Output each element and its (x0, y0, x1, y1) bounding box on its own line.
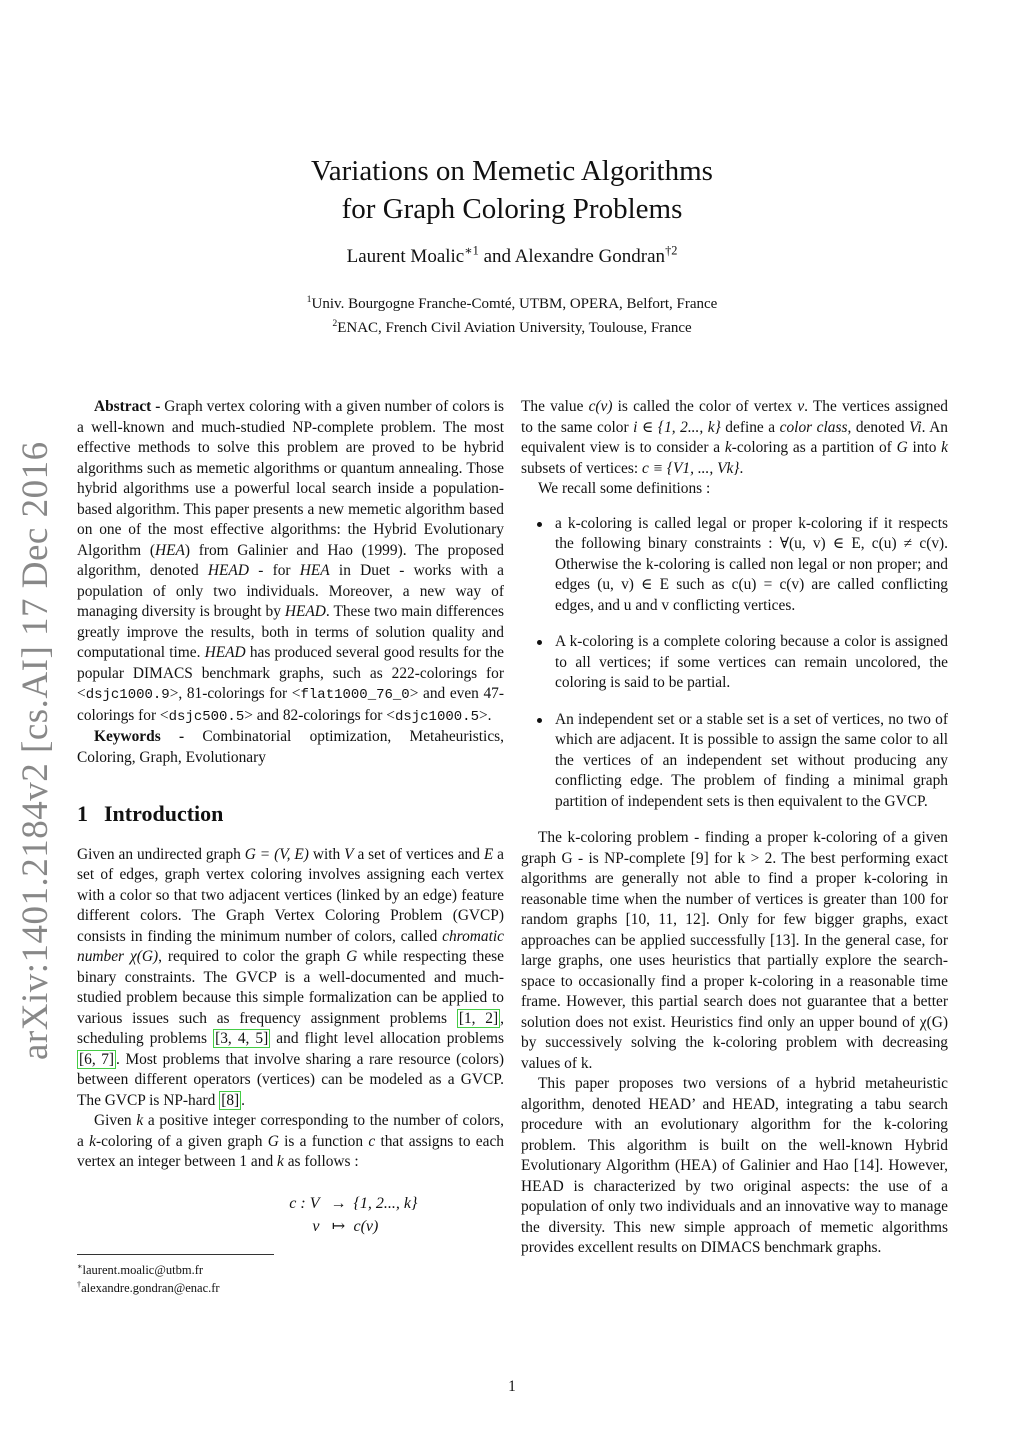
math: Vi (909, 418, 922, 436)
footnote-2 (77, 1279, 504, 1297)
footnote-1-mark: ∗ (77, 1261, 83, 1271)
math: i ∈ {1, 2..., k} (633, 418, 721, 436)
intro-text: , scheduling problems (77, 1009, 504, 1047)
math: G = (V, E) (244, 845, 309, 863)
math: k (277, 1153, 284, 1170)
footnote-2-mark: † (77, 1279, 82, 1289)
right-paragraph-2: We recall some definitions : (538, 480, 711, 497)
footnote-1 (77, 1261, 504, 1279)
intro-text: Given (94, 1112, 137, 1129)
intro-text: and flight level allocation problems (270, 1030, 504, 1047)
math: v (797, 398, 805, 415)
math: E (483, 845, 494, 863)
right-paragraph-4: This paper proposes two versions of a hybrid metaheuristic algorithm, denoted HEAD’ and HEAD, integrating a tabu search procedure with an evolutionary algorithm for the k-coloring problem. This algorithm is built on the well-known Hybrid Evolutionary Algorithm (HEA) of Galinier and Hao [14]. However, HEAD is characterized by two original aspects: the use of a population of only two individuals and an innovative way to manage the diversity. This new simple approach of memetic algorithms provides excellent results on DIMACS benchmark graphs. (521, 1075, 948, 1256)
intro-text: . (241, 1091, 246, 1109)
math: k (136, 1112, 144, 1129)
body-text: -coloring as a partition of (731, 439, 897, 456)
affiliation-2 (0, 316, 1024, 340)
abstract-text: >. (478, 706, 492, 724)
section-heading-introduction (77, 801, 504, 826)
abstract-text: in Duet - works with a population of only two individuals. Moreover, a new way of managing diversity is brought by (77, 562, 504, 620)
abstract-text: . These two main differences greatly improve the results, both in terms of solution quality and computational time. (77, 603, 504, 661)
graph-name: dsjc500.5 (168, 708, 245, 725)
author-list (0, 243, 1024, 268)
affiliation-1-text: Univ. Bourgogne Franche-Comté, UTBM, OPERA, Belfort, France (311, 296, 718, 312)
definition-complete-coloring (521, 632, 948, 694)
intro-text: is a function (278, 1132, 369, 1150)
abstract-hea: HEA (154, 541, 185, 559)
definition-text: An independent set or a stable set is a set of vertices, no two of which are adjacent. It is possible to assign the same color to all the vertices of an independent set without producing any conflicting edge. The problem of finding a minimal graph partition of independent sets is then equivalent to the GVCP. (555, 710, 948, 810)
abstract-head: HEAD (284, 603, 326, 620)
abstract-text: Graph vertex coloring with a given number of colors is a well-known and much-studied NP-complete problem. The most effective methods to solve this problem are proved to be hybrid algorithms such as memetic algorithms or quantum annealing. Those hybrid algorithms use a powerful local search inside a population-based algorithm. This paper presents a new memetic algorithm based on one of the most effective algorithms: the Hybrid Evolutionary Algorithm ( (77, 398, 505, 559)
graph-name: flat1000_76_0 (300, 687, 410, 703)
definition-text: a k-coloring is called legal or proper k-coloring if it respects the following binary constraints : ∀(u, v) ∈ E, c(u) ≠ c(v). Otherwise the k-coloring is called non legal or non proper; and edges (u, v) ∈ E such as c(u) = c(v) are called conflicting edges, and u and v conflicting vertices. (555, 514, 948, 614)
affiliations (0, 292, 1024, 340)
equation-arrow: → (330, 1194, 347, 1212)
definition-text: A k-coloring is a complete coloring because a color is assigned to all vertices; if some vertices can remain uncolored, the coloring is said to be partial. (555, 633, 948, 691)
equation-rhs: c(v) (353, 1217, 379, 1235)
equation-arrow: ↦ (331, 1217, 346, 1235)
title-line-2: for Graph Coloring Problems (341, 193, 683, 225)
abstract-label: Abstract - (94, 398, 161, 415)
footnote-rule (77, 1254, 274, 1255)
equation-lhs: c : V (289, 1194, 320, 1212)
abstract-head: HEAD (207, 562, 249, 579)
abstract-text: has produced several good results for the popular DIMACS benchmark graphs, such as 222-colorings for < (77, 644, 504, 702)
intro-text: while respecting these binary constraints. The GVCP is a well-documented and much-studied problem because this simple formalization can be applied to various issues such as frequency assignment problems (77, 948, 505, 1027)
intro-text: . Most problems that involve sharing a rare resource (colors) between different operators (vertices) can be modeled as a GVCP. The GVCP is NP-hard (77, 1050, 505, 1109)
intro-text: that assigns to each vertex an integer between 1 and (77, 1132, 504, 1170)
keywords-label: Keywords - (94, 728, 185, 745)
author-and: and (478, 246, 515, 267)
abstract-hea: HEA (299, 562, 330, 579)
intro-text: a set of vertices and (353, 845, 484, 863)
affiliation-1 (0, 292, 1024, 316)
author-1: Laurent Moalic (346, 246, 465, 267)
bullet-icon (537, 718, 542, 723)
right-column (521, 397, 948, 1259)
intro-paragraph-2 (77, 1111, 504, 1173)
citation-link[interactable]: [6, 7] (79, 1050, 115, 1068)
emphasis: color class (779, 418, 848, 436)
definition-independent-set (521, 710, 948, 813)
intro-text: a positive integer corresponding to the number of colors, a (77, 1112, 504, 1150)
abstract-text: > and 82-colorings for < (244, 706, 395, 724)
abstract (77, 397, 504, 727)
citation-link[interactable]: [1, 2] (458, 1009, 499, 1027)
intro-text: as follows : (283, 1153, 359, 1170)
keywords (77, 727, 504, 768)
right-paragraph-1 (521, 397, 948, 479)
intro-paragraph-1 (77, 845, 504, 1112)
footnote-2-email[interactable]: alexandre.gondran@enac.fr (81, 1280, 220, 1295)
graph-name: dsjc1000.5 (394, 708, 479, 725)
body-text: . An equivalent view is to consider a (521, 418, 948, 456)
definition-legal-coloring (521, 514, 948, 617)
body-text: . (739, 459, 744, 477)
citation-link[interactable]: [3, 4, 5] (215, 1030, 269, 1047)
footnote-1-email[interactable]: laurent.moalic@utbm.fr (82, 1262, 204, 1277)
keywords-text: Combinatorial optimization, Metaheuristics, Coloring, Graph, Evolutionary (77, 728, 504, 766)
section-number: 1 (77, 801, 88, 826)
body-text: is called the color of vertex (612, 398, 798, 415)
author-1-mark: ∗1 (464, 243, 479, 258)
math: G (896, 439, 908, 456)
intro-text: -coloring of a given graph (95, 1132, 268, 1150)
math: V (344, 845, 354, 863)
math: c (368, 1132, 376, 1150)
equation-rhs: {1, 2..., k} (353, 1194, 418, 1212)
intro-text: , required to color the graph (158, 948, 347, 965)
abstract-head: HEAD (204, 644, 246, 661)
author-2: Alexandre Gondran (514, 246, 666, 267)
section-title: Introduction (104, 801, 224, 826)
arxiv-identifier[interactable]: arXiv:1401.2184v2 [cs.AI] 17 Dec 2016 (15, 441, 56, 1060)
math: k (941, 439, 949, 456)
intro-emphasis: chromatic number (77, 927, 504, 965)
left-column (77, 397, 504, 1297)
math: G (267, 1132, 279, 1150)
page-number: 1 (508, 1378, 516, 1395)
math: c(v) (588, 398, 613, 415)
graph-name: dsjc1000.9 (85, 687, 170, 703)
coloring-function-equation (77, 1193, 504, 1238)
body-text: , denoted (847, 418, 910, 436)
equation-lhs: v (312, 1217, 320, 1235)
math: G (346, 948, 358, 965)
definitions-list (521, 514, 948, 813)
body-text: The value (521, 398, 589, 415)
paper-title (0, 152, 1024, 228)
body-text: subsets of vertices: (521, 459, 642, 477)
math: χ(G) (124, 948, 159, 965)
bullet-icon (537, 640, 542, 645)
body-text: define a (720, 418, 780, 436)
title-line-1: Variations on Memetic Algorithms (311, 155, 713, 187)
author-2-mark: †2 (665, 243, 678, 258)
citation-link[interactable]: [8] (221, 1091, 240, 1109)
intro-text: Given an undirected graph (77, 845, 245, 863)
intro-text: a set of edges, graph vertex coloring involves assigning each vertex with a color so that two adjacent vertices (linked by an edge) feature different colors. The Graph Vertex Coloring Problem (GVCP) consists in finding the minimum number of colors, called (77, 845, 504, 945)
body-text: into (907, 439, 942, 456)
abstract-text: > and even 47-colorings for < (77, 685, 504, 724)
affiliation-2-mark: 2 (332, 318, 338, 329)
affiliation-1-mark: 1 (306, 294, 312, 305)
body-text: . The vertices assigned to the same color (521, 398, 949, 436)
abstract-text: >, 81-colorings for < (169, 685, 301, 702)
math: k (724, 439, 732, 456)
intro-text: with (308, 845, 345, 863)
math: c ≡ {V1, ..., Vk} (641, 459, 740, 477)
right-paragraph-3: The k-coloring problem - finding a proper k-coloring of a given graph G - is NP-complete [9] for k > 2. The best performing exact algorithms are generally not able to find a proper k-coloring in reasonable time when the number of vertices is greater than 100 for random graphs [10, 11, 12]. Only for few bigger graphs, exact approaches can be applied successfully [13]. In the general case, for large graphs, one uses heuristics that partially explore the search-space to occasionally find a proper k-coloring in a reasonable time frame. However, this partial search does not guarantee that a better solution does not exist. Heuristics find only an upper bound of χ(G) by successively solving the k-coloring problem with decreasing values of k. (521, 829, 948, 1072)
abstract-text: ) from Galinier and Hao (1999). The proposed algorithm, denoted (77, 541, 504, 579)
abstract-text: - for (248, 562, 300, 579)
bullet-icon (537, 522, 542, 527)
affiliation-2-text: ENAC, French Civil Aviation University, Toulouse, France (337, 320, 692, 336)
math: k (89, 1132, 96, 1150)
